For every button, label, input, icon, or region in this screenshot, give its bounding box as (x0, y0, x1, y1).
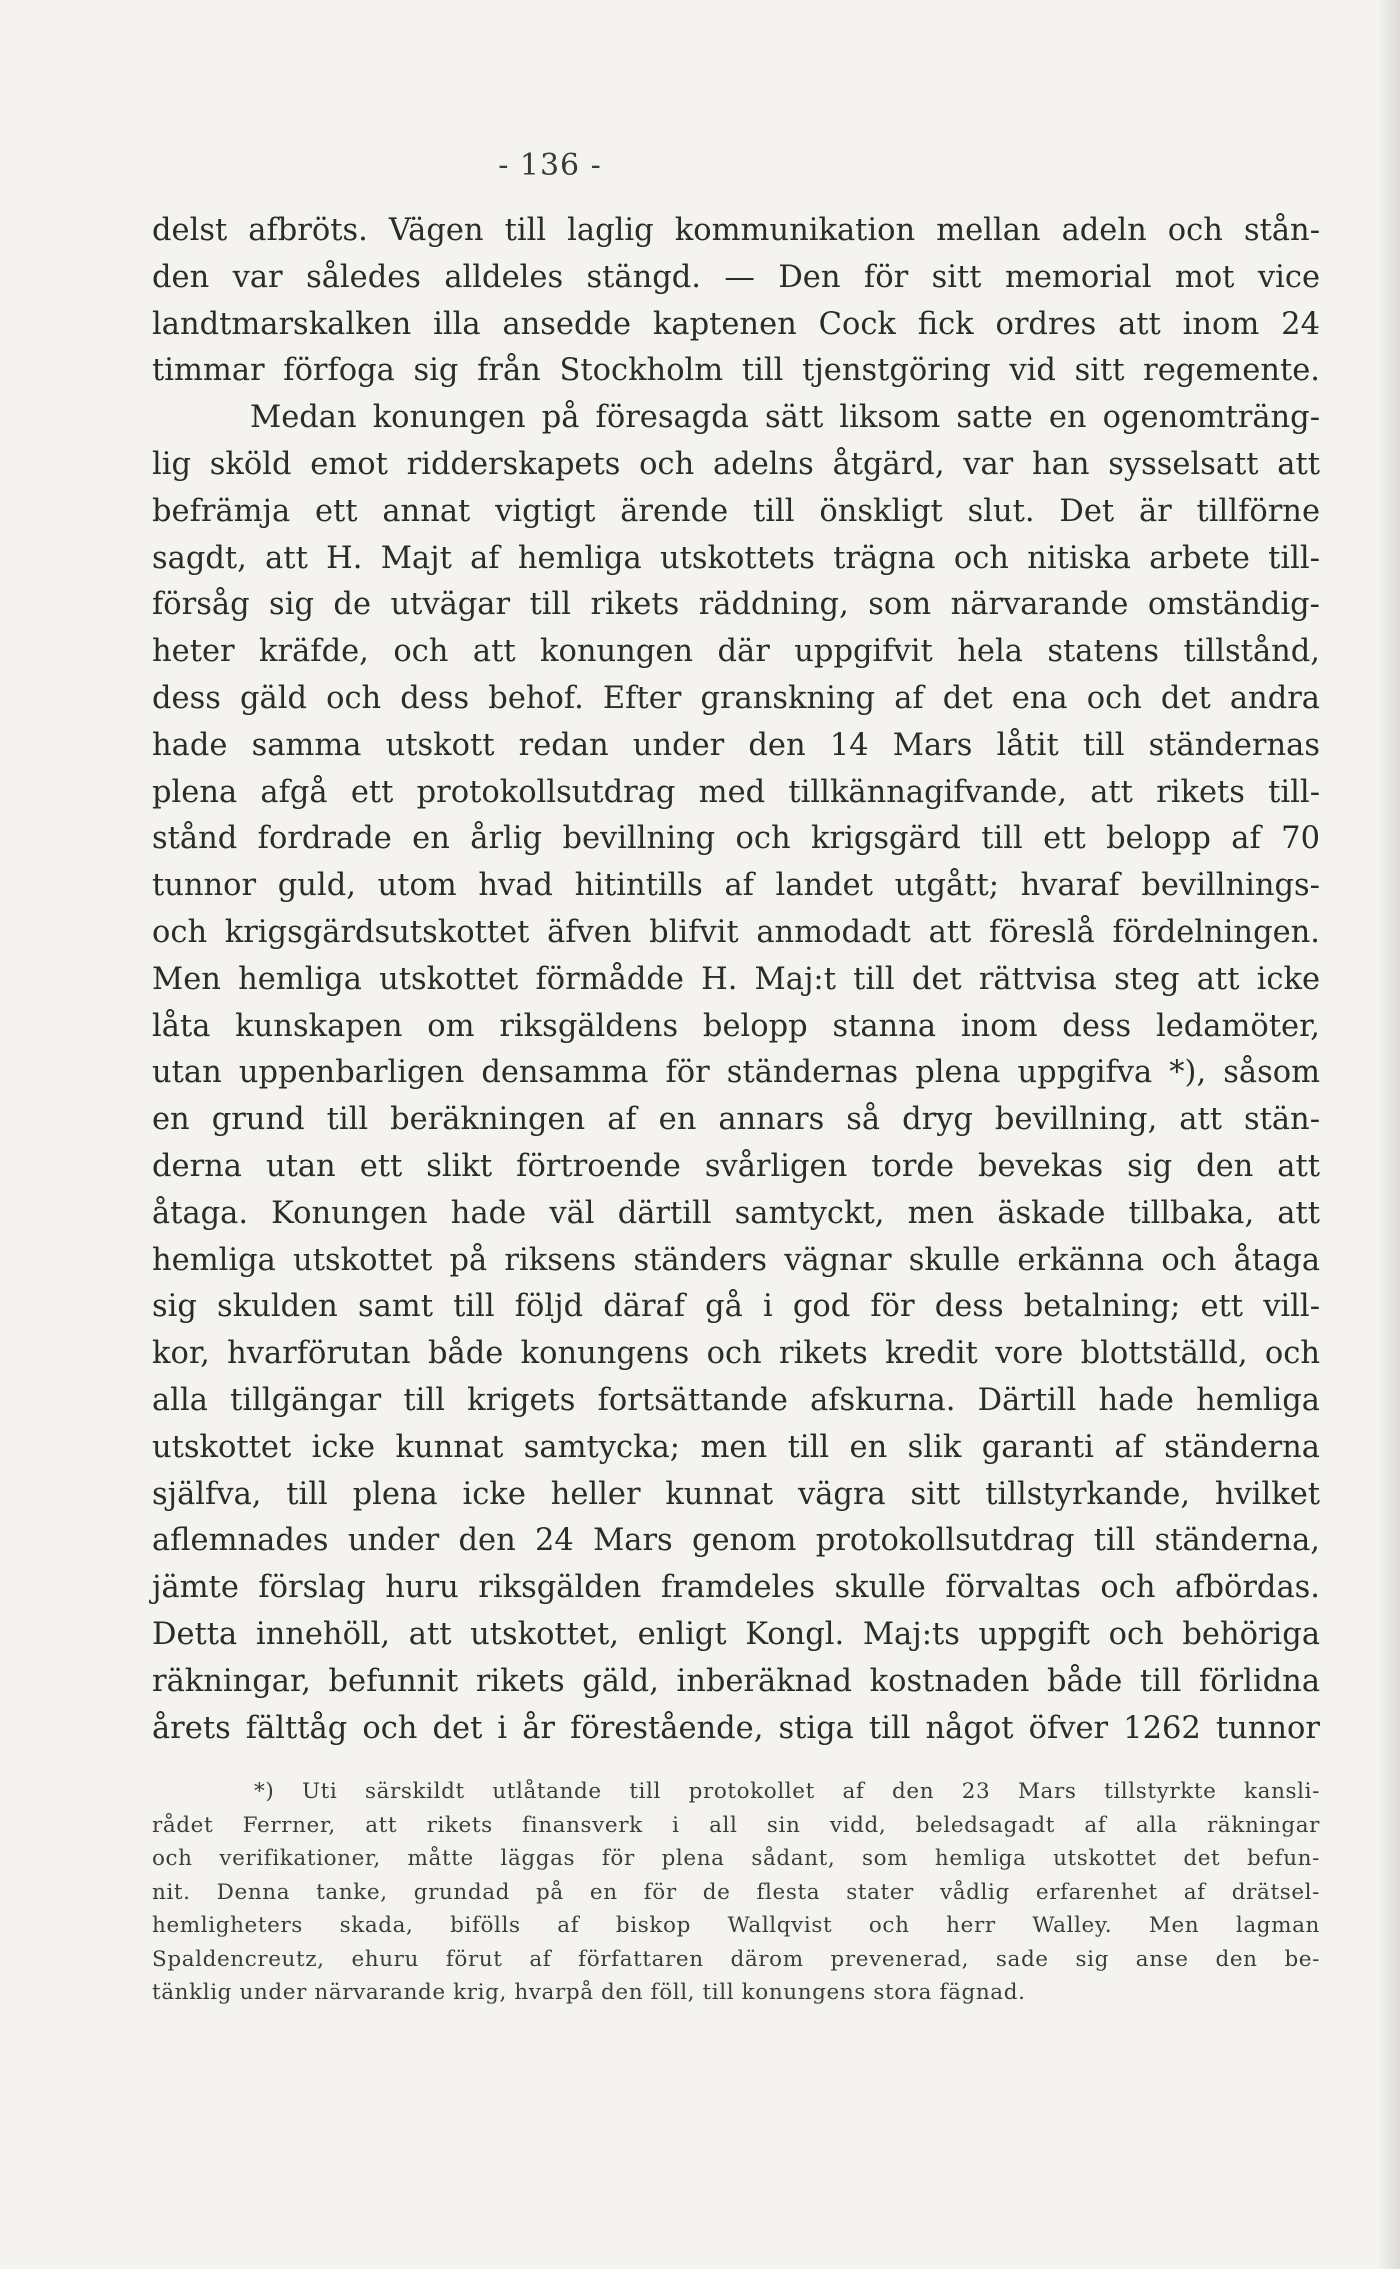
text-line: tunnor guld, utom hvad hitintills af landet utgått; hvaraf bevillnings- (152, 868, 1320, 904)
text-line: plena afgå ett protokollsutdrag med tillkännagifvande, att rikets till- (152, 774, 1320, 810)
text-line: Detta innehöll, att utskottet, enligt Kongl. Maj:ts uppgift och behöriga (152, 1616, 1320, 1652)
footnote-line: rådet Ferrner, att rikets finansverk i all sin vidd, beledsagadt af alla räkningar (152, 1812, 1320, 1838)
footnote-line: *) Uti särskildt utlåtande till protokollet af den 23 Mars tillstyrkte kansli- (254, 1779, 1320, 1804)
footnote-line: hemligheters skada, bifölls af biskop Wallqvist och herr Walley. Men lagman (152, 1913, 1320, 1938)
text-line: hade samma utskott redan under den 14 Mars låtit till ständernas (152, 727, 1320, 763)
text-line: lig sköld emot ridderskapets och adelns åtgärd, var han sysselsatt att (152, 446, 1320, 482)
footnote-line: nit. Denna tanke, grundad på en för de flesta stater vådlig erfarenhet af drätsel- (152, 1879, 1320, 1905)
page-edge-shadow (1378, 0, 1400, 2269)
footnote-line: Spaldencreutz, ehuru förut af författaren därom prevenerad, sade sig anse den be- (152, 1946, 1320, 1972)
text-line: Men hemliga utskottet förmådde H. Maj:t till det rättvisa steg att icke (152, 961, 1320, 997)
text-line: Medan konungen på föresagda sätt liksom satte en ogenomträng- (250, 400, 1320, 436)
text-line: hemliga utskottet på riksens ständers vägnar skulle erkänna och åtaga (152, 1242, 1320, 1278)
text-line: aflemnades under den 24 Mars genom protokollsutdrag till ständerna, (152, 1523, 1320, 1559)
text-line: delst afbröts. Vägen till laglig kommunikation mellan adeln och stån- (152, 213, 1320, 248)
footnote-line: tänklig under närvarande krig, hvarpå den föll, till konungens stora fägnad. (152, 1980, 1026, 2005)
body-text (152, 208, 1320, 1752)
text-line: timmar förfoga sig från Stockholm till tjenstgöring vid sitt regemente. (152, 353, 1320, 389)
text-line: en grund till beräkningen af en annars så dryg bevillning, att stän- (152, 1102, 1320, 1138)
footnote-line: och verifikationer, måtte läggas för plena sådant, som hemliga utskottet det befun- (152, 1846, 1320, 1871)
text-line: sagdt, att H. Majt af hemliga utskottets trägna och nitiska arbete till- (152, 540, 1320, 576)
text-line: dess gäld och dess behof. Efter granskning af det ena och det andra (152, 680, 1320, 716)
footnotes (152, 1775, 1320, 2010)
text-line: låta kunskapen om riksgäldens belopp stanna inom dess ledamöter, (152, 1008, 1320, 1044)
text-line: befrämja ett annat vigtigt ärende till önskligt slut. Det är tillförne (152, 493, 1320, 529)
text-line: jämte förslag huru riksgälden framdeles skulle förvaltas och afbördas. (152, 1570, 1320, 1606)
text-line: landtmarskalken illa ansedde kaptenen Cock fick ordres att inom 24 (152, 306, 1320, 342)
text-line: årets fälttåg och det i år förestående, stiga till något öfver 1262 tunnor (152, 1710, 1320, 1746)
text-line: utskottet icke kunnat samtycka; men till en slik garanti af ständerna (152, 1429, 1320, 1465)
text-line: själfva, till plena icke heller kunnat vägra sitt tillstyrkande, hvilket (152, 1476, 1320, 1512)
page-number: - 136 - (498, 148, 602, 183)
text-line: stånd fordrade en årlig bevillning och krigsgärd till ett belopp af 70 (152, 821, 1320, 857)
text-line: försåg sig de utvägar till rikets räddning, som närvarande omständig- (152, 587, 1320, 623)
text-line: åtaga. Konungen hade väl därtill samtyckt, men äskade tillbaka, att (152, 1195, 1320, 1231)
text-line: den var således alldeles stängd. — Den för sitt memorial mot vice (152, 259, 1320, 295)
text-line: alla tillgängar till krigets fortsättande afskurna. Därtill hade hemliga (152, 1382, 1320, 1418)
text-line: kor, hvarförutan både konungens och rikets kredit vore blottställd, och (152, 1336, 1320, 1372)
text-line: utan uppenbarligen densamma för ständernas plena uppgifva *), såsom (152, 1055, 1320, 1091)
text-line: derna utan ett slikt förtroende svårligen torde bevekas sig den att (152, 1148, 1320, 1184)
text-line: sig skulden samt till följd däraf gå i god för dess betalning; ett vill- (152, 1289, 1320, 1325)
text-line: heter kräfde, och att konungen där uppgifvit hela statens tillstånd, (152, 634, 1320, 670)
text-line: och krigsgärdsutskottet äfven blifvit anmodadt att föreslå fördelningen. (152, 914, 1320, 950)
text-line: räkningar, befunnit rikets gäld, inberäknad kostnaden både till förlidna (152, 1663, 1320, 1699)
